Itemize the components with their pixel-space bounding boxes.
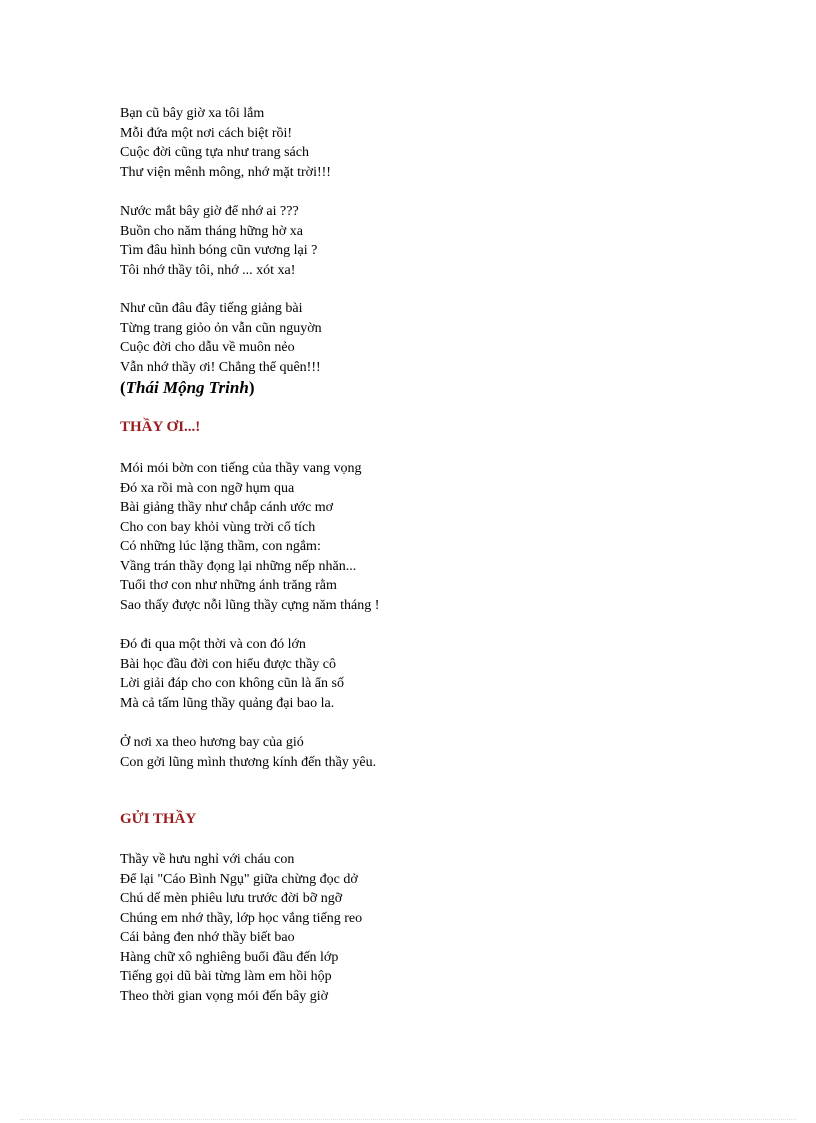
poem-line: Thầy về hưu nghỉ với cháu con — [120, 852, 295, 867]
poem3-stanza1 — [120, 850, 362, 1006]
poem-line: Đó đi qua một thời và con đó lớn — [120, 637, 306, 652]
poem-line: Cái bảng đen nhớ thầy biết bao — [120, 930, 295, 945]
poem-line: Theo thời gian vọng mói đến bây giờ — [120, 988, 329, 1004]
poem-line: Con gởi lũng mình thương kính đến thầy yêu. — [120, 754, 377, 770]
poem-line: Có những lúc lặng thầm, con ngắm: — [120, 539, 321, 554]
poem-line: Bạn cũ bây giờ xa tôi lắm — [120, 106, 265, 121]
poem-line: Đó xa rồi mà con ngỡ hụm qua — [120, 480, 295, 496]
poem2-stanza2 — [120, 635, 344, 713]
poem-line: Tiếng gọi dũ bài từng làm em hồi hộp — [120, 969, 332, 984]
poem-line: Tuổi thơ con như những ánh trăng rằm — [120, 578, 337, 593]
page-bottom-divider — [20, 1119, 796, 1120]
poem-line: Vẫn nhớ thầy ơi! Chẳng thể quên!!! — [120, 359, 321, 375]
poem-line: Chúng em nhớ thầy, lớp học vắng tiếng reo — [120, 910, 363, 926]
poem-line: Hàng chữ xô nghiêng buổi đầu đến lớp — [120, 949, 339, 965]
poem2-stanza3 — [120, 733, 376, 772]
poem-author — [120, 377, 322, 399]
poem-line: Ở nơi xa theo hương bay của gió — [120, 735, 304, 750]
poem-line: Bài giảng thầy như chắp cánh ước mơ — [120, 500, 334, 515]
poem-line: Buồn cho năm tháng hững hờ xa — [120, 223, 303, 239]
poem1-stanza1 — [120, 104, 331, 182]
poem-line: Từng trang giỏo ỏn vẫn cũn nguyờn — [120, 320, 322, 336]
poem1-stanza3 — [120, 299, 322, 399]
poem2-title: THẦY ƠI...! — [120, 419, 201, 435]
poem-line: Cuộc đời cho dẫu về muôn nẻo — [120, 340, 295, 355]
poem-line: Cho con bay khỏi vùng trời cổ tích — [120, 519, 316, 535]
poem2-stanza1 — [120, 459, 379, 615]
poem-line: Mỗi đứa một nơi cách biệt rồi! — [120, 125, 293, 141]
poem-line: Thư viện mênh mông, nhớ mặt trời!!! — [120, 164, 331, 180]
author-paren-close: ) — [248, 378, 255, 397]
author-paren-open: ( — [120, 378, 126, 397]
poem-line: Chú dế mèn phiêu lưu trước đời bỡ ngỡ — [120, 891, 343, 906]
poem-line: Vầng trán thầy đọng lại những nếp nhăn... — [120, 558, 357, 574]
poem-line: Tôi nhớ thầy tôi, nhớ ... xót xa! — [120, 262, 296, 278]
poem1-stanza2 — [120, 202, 317, 280]
poem-line: Mà cả tấm lũng thầy quảng đại bao la. — [120, 695, 335, 711]
poem-line: Nước mắt bây giờ để nhớ ai ??? — [120, 204, 299, 219]
poem-line: Mói mói bờn con tiếng của thầy vang vọng — [120, 461, 362, 476]
poem-line: Bài học đầu đời con hiểu được thầy cô — [120, 656, 337, 672]
poem-line: Sao thấy được nỗi lũng thầy cựng năm tháng ! — [120, 597, 380, 613]
poem-line: Như cũn đâu đây tiếng giảng bài — [120, 301, 303, 316]
poem-line: Để lại "Cáo Bình Ngụ" giữa chừng đọc dở — [120, 871, 358, 887]
poem-line: Lời giải đáp cho con không cũn là ẩn số — [120, 676, 344, 691]
poem-line: Cuộc đời cũng tựa như trang sách — [120, 145, 309, 160]
poem-line: Tìm đâu hình bóng cũn vương lại ? — [120, 243, 318, 258]
author-name: Thái Mộng Trinh — [125, 378, 249, 397]
poem3-title: GỬI THẦY — [120, 811, 197, 827]
